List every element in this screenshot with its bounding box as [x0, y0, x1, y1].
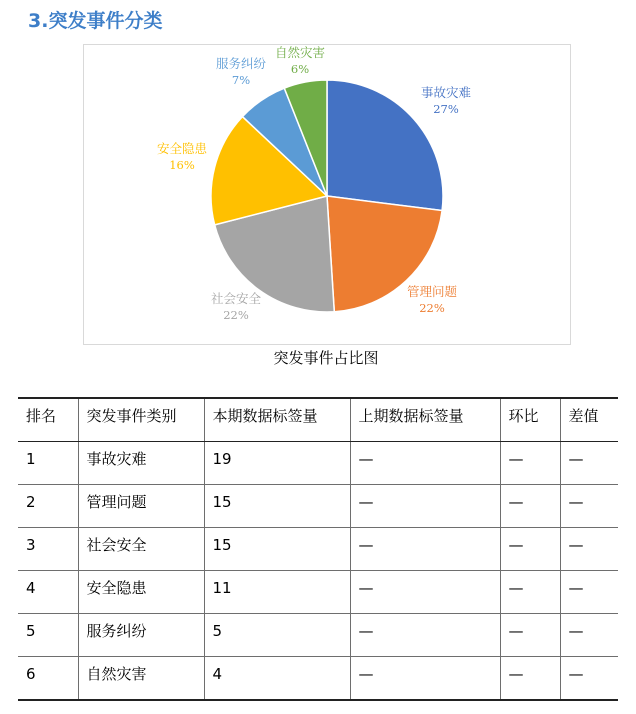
- cell-previous: —: [350, 571, 500, 614]
- table-header-row: [18, 398, 618, 442]
- table-row: [18, 614, 618, 657]
- cell-category: 管理问题: [78, 485, 204, 528]
- slice-percent-label: 6%: [290, 62, 310, 76]
- cell-category: 服务纠纷: [78, 614, 204, 657]
- cell-current: 15: [204, 485, 350, 528]
- slice-label: 服务纠纷: [215, 56, 267, 71]
- table-row: [18, 657, 618, 701]
- table-row: [18, 571, 618, 614]
- cell-category: 自然灾害: [78, 657, 204, 701]
- cell-current: 4: [204, 657, 350, 701]
- cell-previous: —: [350, 485, 500, 528]
- cell-diff: —: [560, 528, 618, 571]
- cell-category: 事故灾难: [78, 442, 204, 485]
- table-row: [18, 528, 618, 571]
- cell-rank: 4: [18, 571, 78, 614]
- slice-label: 自然灾害: [274, 45, 326, 60]
- cell-mom: —: [500, 485, 560, 528]
- cell-diff: —: [560, 485, 618, 528]
- events-table: [18, 397, 618, 701]
- slice-percent-label: 16%: [169, 158, 195, 172]
- cell-rank: 2: [18, 485, 78, 528]
- chart-caption: 突发事件占比图: [273, 349, 379, 367]
- cell-mom: —: [500, 657, 560, 701]
- header-mom: 环比: [500, 398, 560, 442]
- slice-label: 安全隐患: [156, 141, 208, 156]
- slice-percent-label: 22%: [223, 308, 249, 322]
- cell-rank: 5: [18, 614, 78, 657]
- table-row: [18, 442, 618, 485]
- cell-previous: —: [350, 614, 500, 657]
- slice-label: 社会安全: [210, 291, 262, 306]
- slice-label: 事故灾难: [420, 85, 472, 100]
- pie-chart: [83, 44, 571, 345]
- cell-diff: —: [560, 442, 618, 485]
- cell-mom: —: [500, 614, 560, 657]
- cell-current: 15: [204, 528, 350, 571]
- cell-diff: —: [560, 614, 618, 657]
- cell-previous: —: [350, 442, 500, 485]
- cell-rank: 1: [18, 442, 78, 485]
- pie-chart-svg: [84, 45, 570, 344]
- slice-percent-label: 7%: [231, 73, 251, 87]
- cell-mom: —: [500, 442, 560, 485]
- header-diff: 差值: [560, 398, 618, 442]
- slice-percent-label: 22%: [419, 301, 445, 315]
- cell-category: 社会安全: [78, 528, 204, 571]
- cell-diff: —: [560, 571, 618, 614]
- table-row: [18, 485, 618, 528]
- header-current-count: 本期数据标签量: [204, 398, 350, 442]
- cell-current: 11: [204, 571, 350, 614]
- cell-rank: 3: [18, 528, 78, 571]
- cell-current: 5: [204, 614, 350, 657]
- cell-current: 19: [204, 442, 350, 485]
- cell-diff: —: [560, 657, 618, 701]
- cell-mom: —: [500, 528, 560, 571]
- header-rank: 排名: [18, 398, 78, 442]
- header-category: 突发事件类别: [78, 398, 204, 442]
- section-title: 3.突发事件分类: [28, 10, 163, 32]
- slice-percent-label: 27%: [433, 102, 459, 116]
- cell-rank: 6: [18, 657, 78, 701]
- cell-mom: —: [500, 571, 560, 614]
- cell-category: 安全隐患: [78, 571, 204, 614]
- header-previous-count: 上期数据标签量: [350, 398, 500, 442]
- cell-previous: —: [350, 528, 500, 571]
- slice-label: 管理问题: [406, 284, 458, 299]
- cell-previous: —: [350, 657, 500, 701]
